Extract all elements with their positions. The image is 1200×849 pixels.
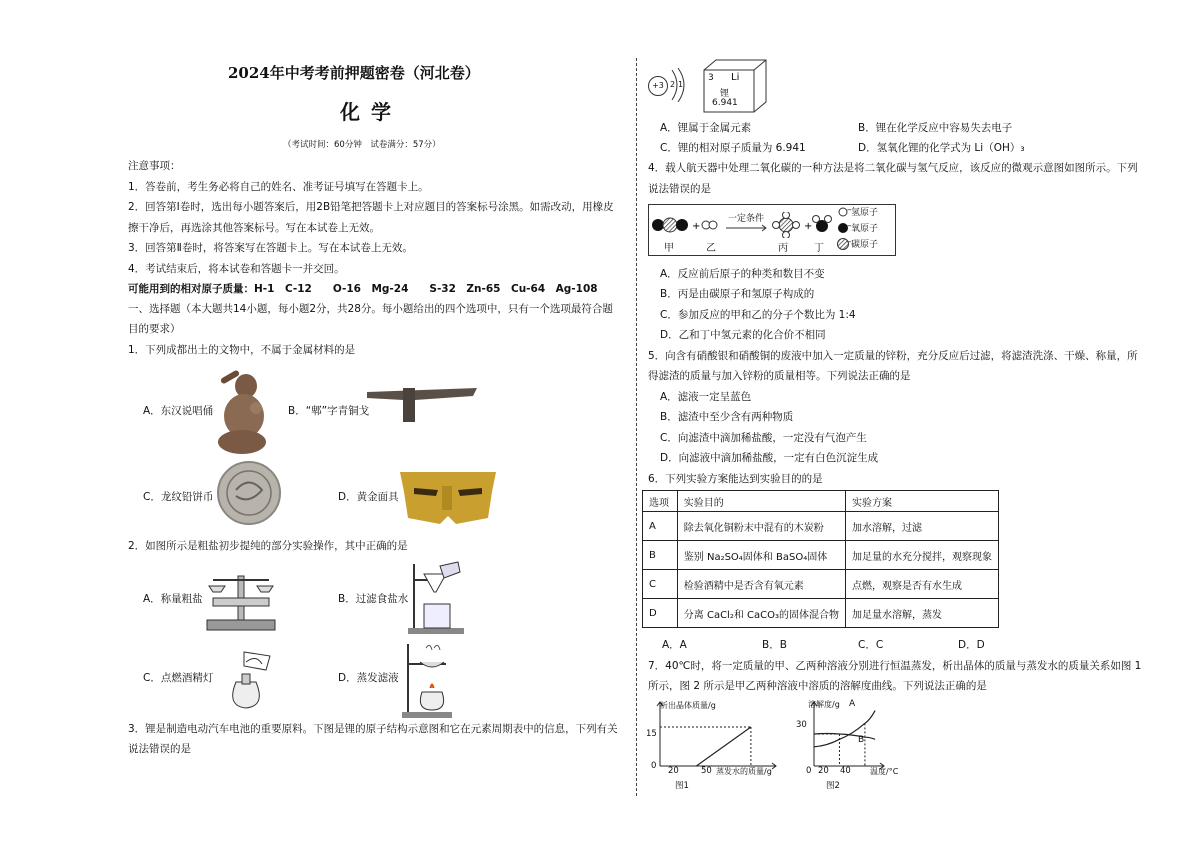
q6-option-d: D．D [958, 639, 985, 651]
section-heading: 一、选择题（本大题共14小题，每小题2分，共28分。每小题给出的四个选项中，只有一个选项最符合题 [128, 303, 613, 315]
fig2-series-A [814, 711, 875, 747]
table-row [643, 512, 999, 541]
q2-stem: 2．如图所示是粗盐初步提纯的部分实验操作，其中正确的是 [128, 540, 408, 552]
fig1-caption: 图1 [675, 781, 689, 791]
q4-option-d: D．乙和丁中氢元素的化合价不相同 [660, 329, 826, 341]
q3-option-b: B．锂在化学反应中容易失去电子 [858, 122, 1013, 134]
element-number: 3 [708, 73, 714, 83]
table-header: 实验目的 [677, 491, 845, 512]
q4-option-c: C．参加反应的甲和乙的分子个数比为 1:4 [660, 309, 856, 321]
q4-option-b: B．丙是由碳原子和氢原子构成的 [660, 288, 815, 300]
atom-nucleus: +3 [648, 76, 668, 96]
molecule-label-yi: 乙 [706, 243, 716, 254]
bronze-dagger-axe-image [365, 382, 480, 424]
table-cell: 除去氧化铜粉末中混有的木炭粉 [677, 512, 845, 541]
q2-option-a: A．称量粗盐 [143, 593, 203, 605]
fig2-ylabel: 溶解度/g [808, 700, 840, 709]
reaction-condition: 一定条件 [728, 214, 765, 224]
fig2-caption: 图2 [826, 781, 840, 791]
fig1-origin: 0 [651, 761, 657, 771]
fig1-xlabel: 蒸发水的质量/g [716, 767, 772, 776]
q3-option-a: A．锂属于金属元素 [660, 122, 752, 134]
note-item: 1．答卷前，考生务必将自己的姓名、准考证号填写在答题卡上。 [128, 181, 429, 193]
table-cell: 点燃，观察是否有水生成 [846, 570, 999, 599]
element-symbol: Li [731, 72, 740, 83]
table-row [643, 599, 999, 628]
table-cell: C [643, 570, 678, 599]
table-row [643, 570, 999, 599]
molecule-label-jia: 甲 [664, 243, 674, 254]
filtration-setup-image [406, 560, 466, 636]
q6-option-a: A．A [662, 639, 687, 651]
fig2-xtick: 40 [840, 766, 851, 776]
table-cell: A [643, 512, 678, 541]
note-item: 2．回答第Ⅰ卷时，选出每小题答案后，用2B铅笔把答题卡上对应题目的答案标号涂黑。如需改动，用橡皮 [128, 201, 614, 213]
q5-stem-cont: 得滤渣的质量与加入锌粉的质量相等。下列说法正确的是 [648, 370, 911, 382]
table-cell: 加足量水溶解，蒸发 [846, 599, 999, 628]
evaporation-setup-image [402, 640, 454, 720]
q2-option-c: C．点燃酒精灯 [143, 672, 214, 684]
table-cell: D [643, 599, 678, 628]
subject-title: 化 学 [340, 100, 393, 124]
fig1-ytick: 15 [646, 729, 657, 739]
table-cell: 鉴别 Na₂SO₄固体和 BaSO₄固体 [677, 541, 845, 570]
fig2-curve-b-label: B [858, 735, 865, 745]
q2-option-d: D．蒸发滤液 [338, 672, 399, 684]
table-header: 选项 [643, 491, 678, 512]
table-cell: 检验酒精中是否含有氧元素 [677, 570, 845, 599]
q1-stem: 1．下列成都出土的文物中，不属于金属材料的是 [128, 344, 356, 356]
fig2-origin: 0 [806, 766, 812, 776]
figure2-chart [806, 698, 899, 794]
fig2-ytick: 30 [796, 720, 807, 730]
fig1-xtick: 20 [668, 766, 679, 776]
q5-option-b: B．滤渣中至少含有两种物质 [660, 411, 794, 423]
q6-stem: 6．下列实验方案能达到实验目的的是 [648, 473, 823, 485]
figurine-image [212, 364, 276, 456]
q1-option-c: C．龙纹铅饼币 [143, 491, 214, 503]
legend-hydrogen: 氢原子 [851, 208, 879, 218]
atomic-masses: 可能用到的相对原子质量：H-1 C-12 O-16 Mg-24 S-32 Zn-65 Cu-64 Ag-108 [128, 283, 598, 295]
figure1-chart [648, 698, 788, 794]
table-cell: 加水溶解，过滤 [846, 512, 999, 541]
legend-oxygen: 氧原子 [851, 224, 879, 234]
table-cell: 分离 CaCl₂和 CaCO₃的固体混合物 [677, 599, 845, 628]
experiment-table [642, 490, 999, 628]
q5-option-d: D．向滤液中滴加稀盐酸，一定有白色沉淀生成 [660, 452, 879, 464]
q1-option-d: D．黄金面具 [338, 491, 399, 503]
table-cell: B [643, 541, 678, 570]
molecule-label-ding: 丁 [814, 243, 824, 254]
q5-stem: 5．向含有硝酸银和硝酸铜的废液中加入一定质量的锌粉，充分反应后过滤，将滤渣洗涤、干燥、称量，所 [648, 350, 1138, 362]
note-item: 擦干净后，再选涂其他答案标号。写在本试卷上无效。 [128, 222, 380, 234]
table-header: 实验方案 [846, 491, 999, 512]
q7-stem: 7．40℃时，将一定质量的甲、乙两种溶液分别进行恒温蒸发，析出晶体的质量与蒸发水的质量关系如图 1 [648, 660, 1142, 672]
element-name: 锂 [720, 89, 730, 99]
table-header-row [643, 491, 999, 512]
fig1-series-line [696, 727, 751, 766]
q1-option-a: A．东汉说唱俑 [143, 405, 214, 417]
note-item: 4．考试结束后，将本试卷和答题卡一并交回。 [128, 263, 345, 275]
gold-mask-image [396, 462, 500, 526]
exam-title: 2024年中考考前押题密卷（河北卷） [228, 64, 480, 82]
fig2-curve-a-label: A [849, 699, 856, 709]
fig1-ylabel: 析出晶体质量/g [660, 701, 716, 710]
q3-stem-cont: 说法错误的是 [128, 743, 191, 755]
element-mass: 6.941 [712, 98, 738, 108]
balance-scale-image [203, 562, 279, 632]
q4-option-a: A．反应前后原子的种类和数目不变 [660, 268, 825, 280]
section-heading-cont: 目的要求） [128, 323, 181, 335]
molecule-label-bing: 丙 [778, 243, 788, 254]
fig1-xtick: 50 [701, 766, 712, 776]
q6-option-b: B．B [762, 639, 787, 651]
q3-option-c: C．锂的相对原子质量为 6.941 [660, 142, 806, 154]
q5-option-c: C．向滤渣中滴加稀盐酸，一定没有气泡产生 [660, 432, 867, 444]
fig2-xtick: 20 [818, 766, 829, 776]
notes-heading: 注意事项： [128, 160, 181, 172]
q7-stem-cont: 所示，图 2 所示是甲乙两种溶液中溶质的溶解度曲线。下列说法正确的是 [648, 680, 987, 692]
q4-stem: 4．载人航天器中处理二氧化碳的一种方法是将二氧化碳与氢气反应，该反应的微观示意图如图所示。下列 [648, 162, 1138, 174]
q6-option-c: C．C [858, 639, 884, 651]
atom-shell-1: 2 [670, 80, 676, 89]
svg-text:+: + [804, 221, 813, 232]
fig2-xlabel: 温度/°C [870, 767, 899, 776]
q3-option-d: D．氢氧化锂的化学式为 Li（OH）₃ [858, 142, 1025, 154]
q4-stem-cont: 说法错误的是 [648, 183, 711, 195]
atom-shell-2: 1 [678, 80, 684, 89]
lead-coin-image [216, 460, 282, 526]
legend-carbon: 碳原子 [851, 240, 879, 250]
note-item: 3．回答第Ⅱ卷时，将答案写在答题卡上。写在本试卷上无效。 [128, 242, 413, 254]
q2-option-b: B．过滤食盐水 [338, 593, 409, 605]
exam-info: （考试时间：60分钟 试卷满分：57分） [283, 140, 441, 150]
column-divider [636, 58, 637, 796]
table-row [643, 541, 999, 570]
svg-text:+: + [692, 221, 701, 232]
q1-option-b: B．“郫”字青铜戈 [288, 405, 370, 417]
alcohol-lamp-image [222, 648, 282, 710]
q5-option-a: A．滤液一定呈蓝色 [660, 391, 752, 403]
q3-stem: 3．锂是制造电动汽车电池的重要原料。下图是锂的原子结构示意图和它在元素周期表中的信息，下列有关 [128, 723, 618, 735]
table-cell: 加足量的水充分搅拌，观察现象 [846, 541, 999, 570]
